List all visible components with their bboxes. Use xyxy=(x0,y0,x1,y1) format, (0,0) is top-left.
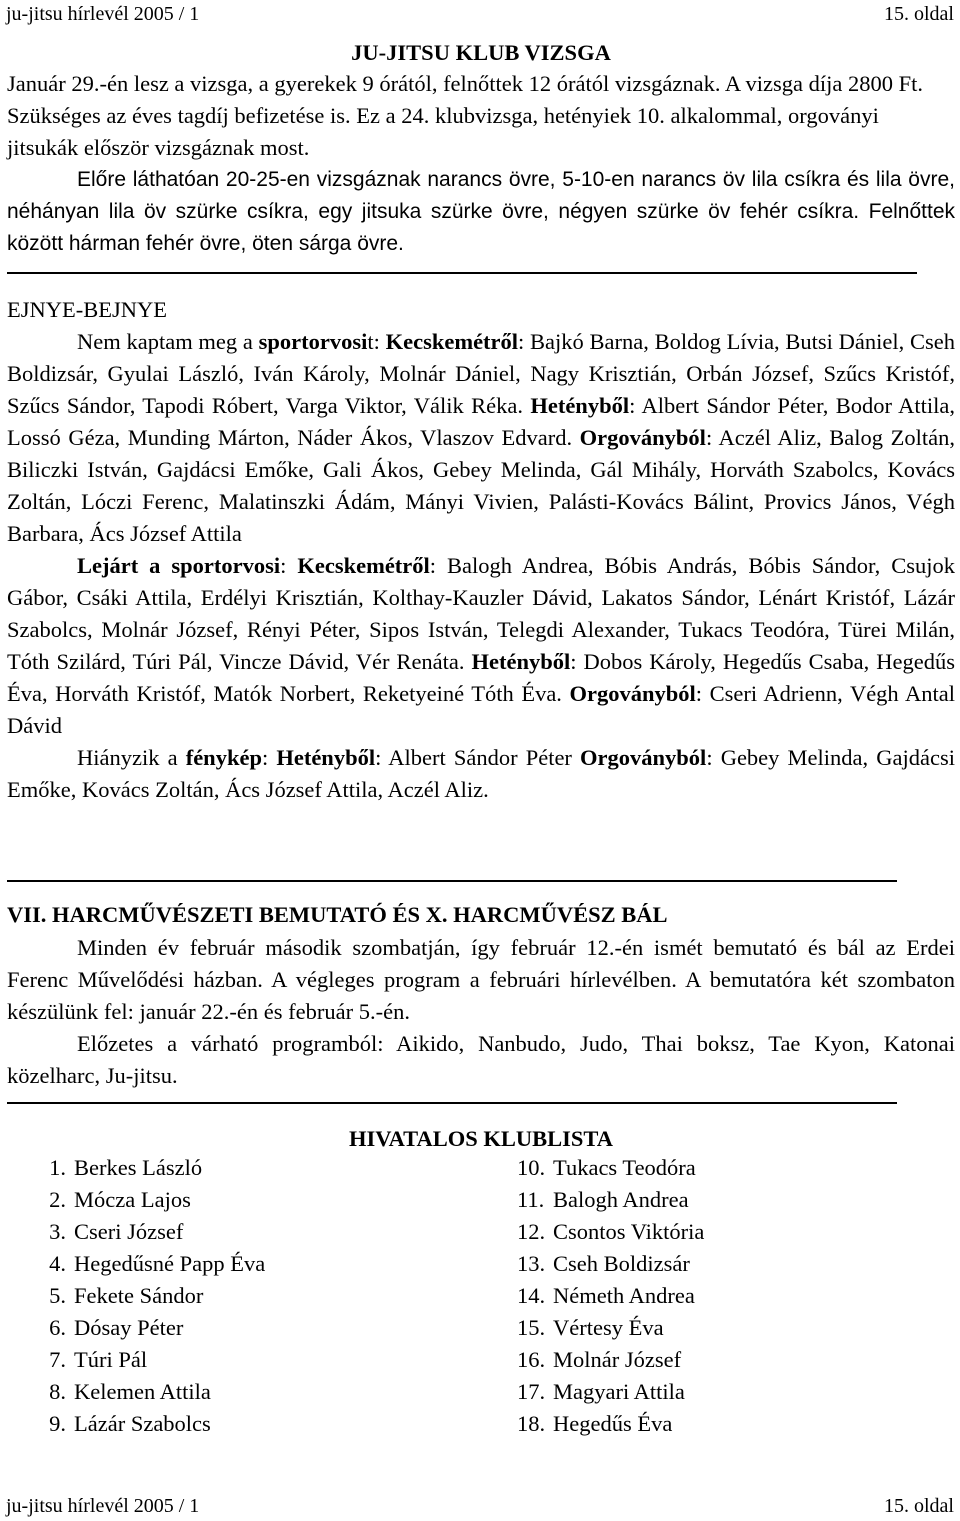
bemutato-title: VII. HARCMŰVÉSZETI BEMUTATÓ ÉS X. HARCMŰVÉSZ BÁL xyxy=(7,902,668,927)
footer-title: ju-jitsu hírlevél 2005 / 1 xyxy=(6,1495,200,1517)
text-run: Nem kaptam meg a xyxy=(77,329,259,354)
bemutato-paragraph-1: Minden év február második szombatján, így február 12.-én ismét bemutató és bál az Erdei Ferenc Művelődési házban. A végleges program a februári hírlevélben. A bemutatóra két szombaton készülünk fel: január 22.-én és február 5.-én. xyxy=(7,935,955,1024)
town-kecskemet: Kecskemétről xyxy=(385,329,519,354)
name-list: : Albert Sándor Péter, Bodor Attila, Lossó Géza, Munding Márton, Náder Ákos, Vlaszov Edvard. xyxy=(7,393,955,450)
item-number: 17. xyxy=(517,1379,546,1404)
item-number: 2. xyxy=(49,1187,66,1212)
expired-sportorvosi-paragraph xyxy=(7,550,955,742)
list-item xyxy=(517,1376,685,1408)
page-header xyxy=(6,2,954,26)
item-number: 3. xyxy=(49,1219,66,1244)
header-title: ju-jitsu hírlevél 2005 / 1 xyxy=(6,3,200,25)
ejnye-section xyxy=(7,294,955,806)
item-number: 1. xyxy=(49,1155,66,1180)
text-run: Hiányzik a xyxy=(77,745,186,770)
name-list: : Cseri Adrienn, Végh Antal Dávid xyxy=(7,681,955,738)
item-number: 6. xyxy=(49,1315,66,1340)
footer-page-number: 15. oldal xyxy=(884,1495,954,1517)
section-divider-1 xyxy=(7,272,917,274)
list-item xyxy=(30,1408,211,1440)
list-item xyxy=(517,1280,695,1312)
name-list: : Dobos Károly, Hegedűs Csaba, Hegedűs Éva, Horváth Kristóf, Matók Norbert, Reketyeiné Tóth Éva. xyxy=(7,649,955,706)
item-name: Lázár Szabolcs xyxy=(74,1411,211,1436)
item-name: Molnár József xyxy=(553,1347,682,1372)
item-name: Dósay Péter xyxy=(74,1315,184,1340)
town-orgovany: Orgoványból xyxy=(580,745,707,770)
klublista-section xyxy=(7,1122,955,1156)
keyword-sportorvosi: sportorvosi xyxy=(258,329,368,354)
item-name: Túri Pál xyxy=(74,1347,148,1372)
item-number: 7. xyxy=(49,1347,66,1372)
list-item xyxy=(30,1376,211,1408)
klublista-title: HIVATALOS KLUBLISTA xyxy=(348,1126,614,1151)
item-name: Cseri József xyxy=(74,1219,184,1244)
name-list: : Bajkó Barna, Boldog Lívia, Butsi Dániel, Cseh Boldizsár, Gyulai László, Iván Károly, Molnár Dániel, Nagy Krisztián, Orbán József, Szűcs Kristóf, Szűcs Sándor, Tapodi Róbert, Varga Viktor, Válik Réka. xyxy=(7,329,955,418)
vizsga-title: JU-JITSU KLUB VIZSGA xyxy=(351,40,611,65)
item-name: Tukacs Teodóra xyxy=(553,1155,696,1180)
item-name: Hegedűsné Papp Éva xyxy=(74,1251,266,1276)
list-item xyxy=(517,1152,696,1184)
name-list: : Gebey Melinda, Gajdácsi Emőke, Kovács Zoltán, Ács József Attila, Aczél Aliz. xyxy=(7,745,955,802)
item-name: Vértesy Éva xyxy=(553,1315,664,1340)
item-name: Balogh Andrea xyxy=(553,1187,689,1212)
header-page-number: 15. oldal xyxy=(884,3,954,25)
item-number: 12. xyxy=(517,1219,546,1244)
text-run: : xyxy=(280,553,298,578)
keyword-lejart: Lejárt a sportorvosi xyxy=(77,553,281,578)
item-name: Fekete Sándor xyxy=(74,1283,204,1308)
town-heteny: Hetényből xyxy=(471,649,571,674)
list-item xyxy=(517,1184,689,1216)
section-divider-3 xyxy=(7,1102,897,1104)
item-name: Cseh Boldizsár xyxy=(553,1251,690,1276)
list-item xyxy=(30,1248,265,1280)
item-name: Kelemen Attila xyxy=(74,1379,211,1404)
list-item xyxy=(517,1216,704,1248)
section-divider-2 xyxy=(7,880,897,882)
item-number: 8. xyxy=(49,1379,66,1404)
missing-sportorvosi-paragraph xyxy=(7,326,955,550)
item-name: Németh Andrea xyxy=(553,1283,695,1308)
list-item xyxy=(30,1280,203,1312)
item-number: 15. xyxy=(517,1315,546,1340)
list-item xyxy=(517,1312,664,1344)
vizsga-paragraph-1: Január 29.-én lesz a vizsga, a gyerekek 9 órától, felnőttek 12 órától vizsgáznak. A vizsga díja 2800 Ft. Szükséges az éves tagdíj befizetése is. Ez a 24. klubvizsga, hetényiek 10. alkalommal, orgoványi jitsukák először vizsgáznak most. xyxy=(7,71,923,160)
item-number: 13. xyxy=(517,1251,546,1276)
item-number: 18. xyxy=(517,1411,546,1436)
item-name: Hegedűs Éva xyxy=(553,1411,673,1436)
item-name: Mócza Lajos xyxy=(74,1187,191,1212)
list-item xyxy=(30,1312,183,1344)
town-heteny: Hetényből xyxy=(276,745,376,770)
page-footer xyxy=(6,1494,954,1518)
list-item xyxy=(30,1216,183,1248)
list-item xyxy=(30,1184,191,1216)
ejnye-title: EJNYE-BEJNYE xyxy=(7,297,167,322)
town-heteny: Hetényből xyxy=(530,393,630,418)
text-run: : xyxy=(261,745,277,770)
list-item xyxy=(517,1408,672,1440)
bemutato-section xyxy=(7,898,955,1092)
missing-photo-paragraph xyxy=(7,742,955,806)
list-item xyxy=(30,1344,147,1376)
item-number: 10. xyxy=(517,1155,546,1180)
name-list: : Balogh Andrea, Bóbis András, Bóbis Sándor, Csujok Gábor, Csáki Attila, Erdélyi Krisztián, Kolthay-Kauzler Dávid, Lakatos Sándor, Lénárt Kristóf, Lázár Szabolcs, Molnár József, Rényi Péter, Sipos István, Telegdi Alexander, Tukacs Teodóra, Türei Milán, Tóth Szilárd, Túri Pál, Vincze Dávid, Vér Renáta. xyxy=(7,553,955,674)
vizsga-paragraph-2: Előre láthatóan 20-25-en vizsgáznak narancs övre, 5-10-en narancs öv lila csíkra és lila övre, néhányan lila öv szürke csíkra, egy jitsuka szürke övre, négyen szürke öv fehér csíkra. Felnőttek között hárman fehér övre, öten sárga övre. xyxy=(7,168,955,255)
item-number: 14. xyxy=(517,1283,546,1308)
item-number: 16. xyxy=(517,1347,546,1372)
item-number: 9. xyxy=(49,1411,66,1436)
town-orgovany: Orgoványból xyxy=(569,681,696,706)
item-number: 11. xyxy=(517,1187,545,1212)
list-item xyxy=(30,1152,202,1184)
item-number: 5. xyxy=(49,1283,66,1308)
item-name: Csontos Viktória xyxy=(553,1219,705,1244)
bemutato-paragraph-2: Előzetes a várható programból: Aikido, Nanbudo, Judo, Thai boksz, Tae Kyon, Katonai közelharc, Ju-jitsu. xyxy=(7,1031,955,1088)
item-number: 4. xyxy=(49,1251,66,1276)
vizsga-section xyxy=(7,38,955,260)
list-item xyxy=(517,1248,690,1280)
list-item xyxy=(517,1344,681,1376)
item-name: Berkes László xyxy=(74,1155,203,1180)
item-name: Magyari Attila xyxy=(553,1379,685,1404)
keyword-fenykep: fénykép xyxy=(185,745,262,770)
text-run: t: xyxy=(367,329,386,354)
name-list: : Aczél Aliz, Balog Zoltán, Biliczki István, Gajdácsi Emőke, Gali Ákos, Gebey Melinda, Gál Mihály, Horváth Szabolcs, Kovács Zoltán, Lóczi Ferenc, Malatinszki Ádám, Mányi Vivien, Palásti-Kovács Bálint, Provics János, Végh Barbara, Ács József Attila xyxy=(7,425,955,546)
name-list: : Albert Sándor Péter xyxy=(375,745,581,770)
town-kecskemet: Kecskemétről xyxy=(297,553,430,578)
town-orgovany: Orgoványból xyxy=(579,425,706,450)
